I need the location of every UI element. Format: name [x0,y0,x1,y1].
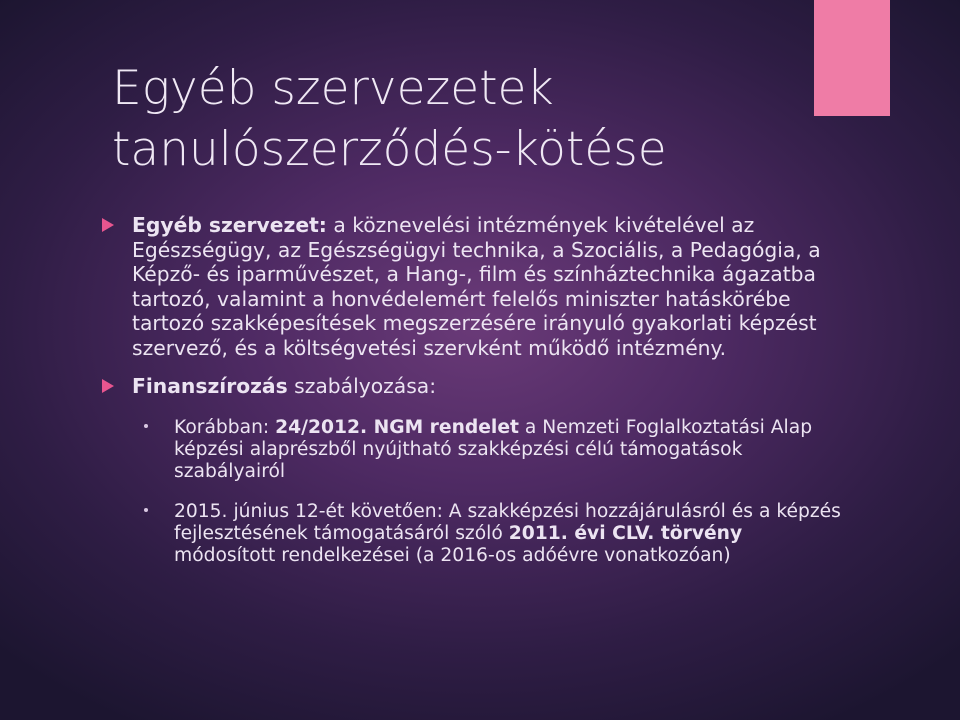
dot-bullet-icon [144,508,148,512]
accent-bar [814,0,890,116]
sub-bullet-text: a Nemzeti Foglalkoztatási Alap képzési alaprészből nyújtható szakképzési célú támogatások szabályairól [174,416,813,482]
regulation-reference: 24/2012. NGM rendelet [275,416,519,438]
bullet-item [102,213,842,360]
arrow-bullet-icon [102,218,114,232]
dot-bullet-icon [144,424,148,428]
bullet-text: a köznevelési intézmények kivételével az Egészségügy, az Egészségügyi technika, a Szociális, a Pedagógia, a Képző- és iparművészet, a Hang-, film és színháztechnika ágazatba tartozó, valamint a honvédelemért felelős miniszter hatáskörébe tartozó szakképesítések megszerzésére irányuló gyakorlati képzést szervező, és a költségvetési szervként működő intézmény. [132,213,821,360]
title-line-1: Egyéb szervezetek [112,61,554,116]
arrow-bullet-icon [102,379,114,393]
law-reference: 2011. évi CLV. törvény [508,522,743,544]
bullet-list [102,213,842,567]
bullet-item [102,374,842,399]
sub-bullet-item [102,501,842,567]
bullet-label: Egyéb szervezet: [132,213,327,237]
sub-bullet-prefix: Korábban: [174,416,276,438]
bullet-text: szabályozása: [287,374,437,398]
title-line-2: tanulószerződés-kötése [112,122,667,177]
sub-bullet-prefix: 2015. június 12-ét követően: A szakképzési hozzájárulásról és a képzés fejlesztésének támogatásáról szóló [174,500,841,544]
slide-title [112,58,792,180]
sub-bullet-item [102,417,842,483]
sub-bullet-text: módosított rendelkezései (a 2016-os adóévre vonatkozóan) [174,544,731,566]
bullet-label: Finanszírozás [132,374,288,398]
